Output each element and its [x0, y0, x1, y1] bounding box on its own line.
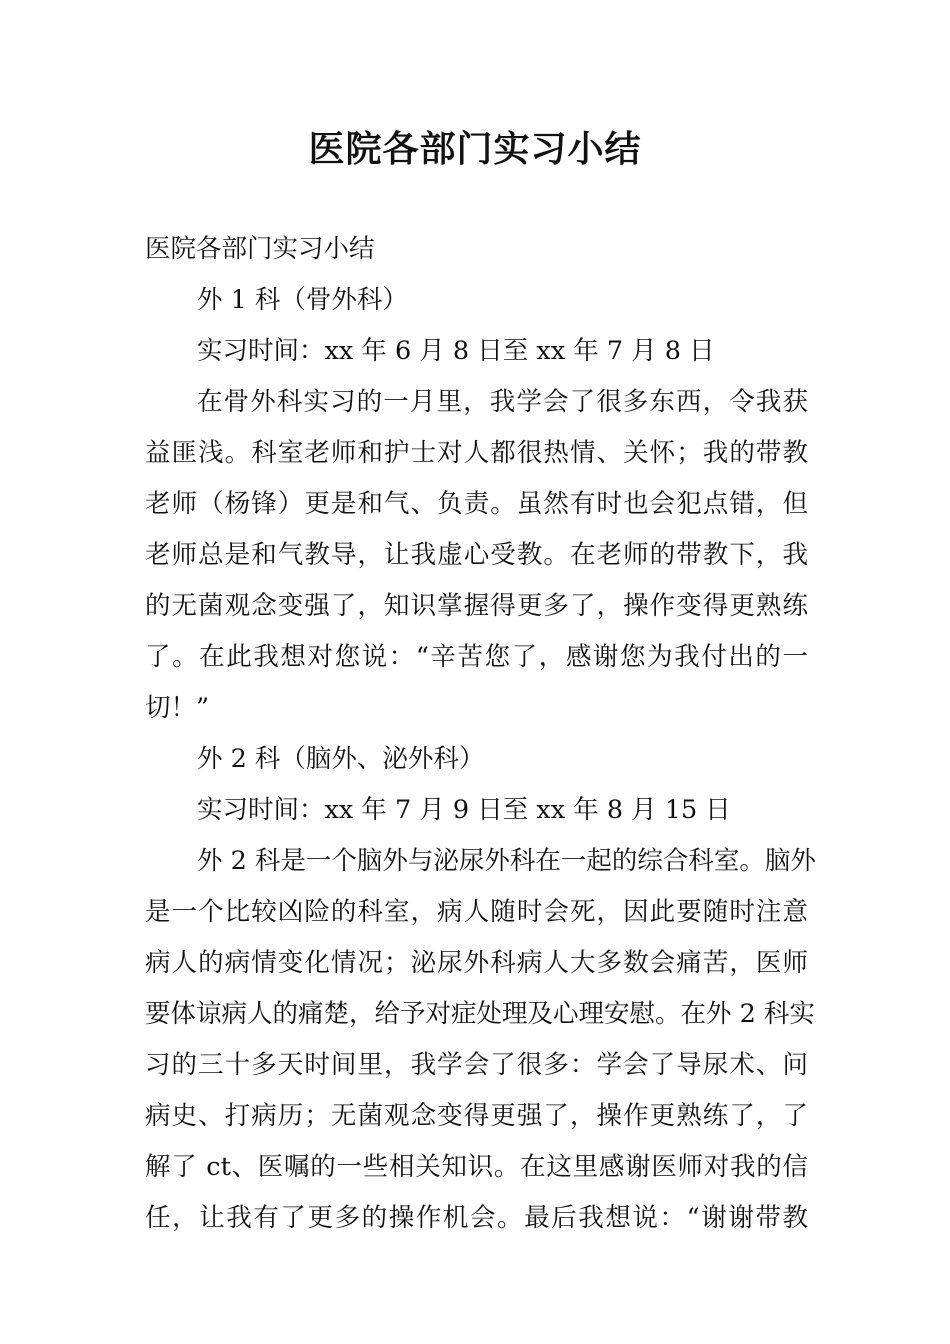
paragraph-line: 的无菌观念变强了，知识掌握得更多了，操作变得更熟练: [145, 591, 808, 621]
paragraph-line: 任，让我有了更多的操作机会。最后我想说：“谢谢带教: [145, 1203, 808, 1233]
internship-period-1: 实习时间：xx 年 6 月 8 日至 xx 年 7 月 8 日: [197, 336, 715, 366]
paragraph-line: 病史、打病历；无菌观念变得更强了，操作更熟练了，了: [145, 1101, 808, 1131]
body-heading-line: 医院各部门实习小结: [145, 234, 375, 264]
section-heading-surgery-2: 外 2 科（脑外、泌外科）: [197, 744, 485, 774]
paragraph-line: 习的三十多天时间里，我学会了很多：学会了导尿术、问: [145, 1050, 808, 1080]
paragraph-line: 切！”: [145, 693, 210, 723]
paragraph-line: 了。在此我想对您说：“辛苦您了，感谢您为我付出的一: [145, 642, 808, 672]
paragraph-line: 老师（杨锋）更是和气、负责。虽然有时也会犯点错，但: [145, 489, 808, 519]
paragraph-line: 病人的病情变化情况；泌尿外科病人大多数会痛苦，医师: [145, 948, 808, 978]
paragraph-line: 在骨外科实习的一月里，我学会了很多东西，令我获: [197, 387, 808, 417]
paragraph-line: 是一个比较凶险的科室，病人随时会死，因此要随时注意: [145, 897, 808, 927]
paragraph-line: 解了 ct、医嘱的一些相关知识。在这里感谢医师对我的信: [145, 1152, 808, 1182]
document-body: [145, 224, 816, 1244]
section-heading-surgery-1: 外 1 科（骨外科）: [197, 285, 408, 315]
paragraph-line: 老师总是和气教导，让我虚心受教。在老师的带教下，我: [145, 540, 808, 570]
paragraph-line: 要体谅病人的痛楚，给予对症处理及心理安慰。在外 2 科实: [145, 999, 815, 1029]
document-title: 医院各部门实习小结: [308, 129, 642, 170]
paragraph-line: 益匪浅。科室老师和护士对人都很热情、关怀；我的带教: [145, 438, 808, 468]
internship-period-2: 实习时间：xx 年 7 月 9 日至 xx 年 8 月 15 日: [197, 795, 731, 825]
paragraph-line: 外 2 科是一个脑外与泌尿外科在一起的综合科室。脑外: [197, 846, 816, 876]
